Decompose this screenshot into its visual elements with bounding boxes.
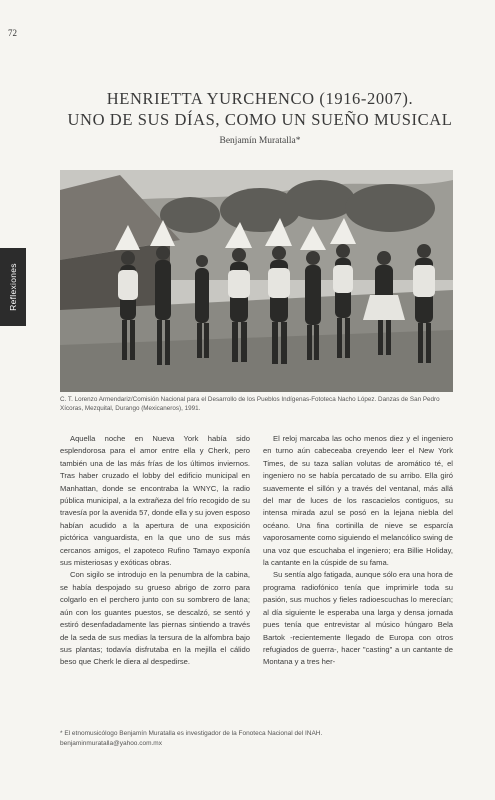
page-number: 72 (8, 28, 17, 38)
article-photo (60, 170, 453, 392)
section-tab (0, 248, 26, 326)
paragraph: Su sentía algo fatigada, aunque sólo era una hora de programa radiofónico tenía que imprimirle toda su pasión, sus muchos y fieles radioescuchas lo merecían; al día siguiente le esperaba una larga y densa jornada pues tenía que entrevistar al músico húngaro Bela Bartok -recientemente llegado de Europa con otros refugiados de guerra-, hacer "casting" a un cantante de Montana y a tres her- (263, 570, 453, 667)
paragraph: Con sigilo se introdujo en la penumbra de la cabina, se había despojado su grueso abrigo de zorro para colgarlo en el perchero junto con su sombrero de lana; aún con los guantes puestos, se descalzó, se sentó y estiró desenfadadamente las piernas sintiendo a través de la seda de sus medias la tersura de la alfombra bajo sus plantas; todavía disfrutaba en la mejilla el cálido beso que Cherk le diera al despedirse. (60, 570, 250, 667)
title-line-2: UNO DE SUS DÍAS, COMO UN SUEÑO MUSICAL (67, 110, 453, 129)
paragraph: Aquella noche en Nueva York había sido esplendorosa para el amor entre ella y Cherk, pero también una de las más frías de los últimos inviernos. Tras haber cruzado el lobby del edificio municipal en Manhattan, donde se encontraba la WNYC, la radio pública municipal, a la extrañeza del frío recogido de su travesía por la avenida 57, donde ella y su joven esposo habían acudido a la apertura de una exposición pictórica vanguardista, en la que uno de sus más cercanos amigos, el zapoteco Rufino Tamayo exponía sus misteriosas y exóticas obras. (60, 434, 250, 568)
author-byline: Benjamín Muratalla* (219, 136, 301, 146)
photo-illustration (60, 170, 453, 392)
photo-caption: C. T. Lorenzo Armendariz/Comisión Nacional para el Desarrollo de los Pueblos Indígenas-Fototeca Nacho López. Danzas de San Pedro Xícoras, Mezquital, Durango (Mexicaneros), 1991. (60, 396, 440, 412)
paragraph: El reloj marcaba las ocho menos diez y el ingeniero en turno aún cabeceaba creyendo leer el New York Times, de su taza salían volutas de aromático té, el ingeniero no se había percatado de su arribo. Ella giró suavemente el sillón y a través del ventanal, más allá del mar de luces de los rascacielos contiguos, su intensa mirada azul se posó en la lejana niebla del océano. Una fina cortinilla de nieve se esparcía vaporosamente como siguiendo el melancólico swing de una voz que escuchaba el ingeniero; era Billie Holiday, la cantante en la cúspide de su fama. (263, 434, 453, 568)
footnote-email: benjaminmuratalla@yahoo.com.mx (60, 740, 162, 747)
section-tab-label: Reflexiones (8, 263, 18, 311)
article-title (60, 88, 460, 130)
footnote-text: * El etnomusicólogo Benjamín Muratalla es investigador de la Fonoteca Nacional del INAH. (60, 730, 323, 737)
title-line-1: HENRIETTA YURCHENCO (1916-2007). (106, 89, 414, 108)
text-column-right (263, 433, 453, 669)
text-column-left (60, 433, 250, 669)
footnote (60, 729, 450, 749)
